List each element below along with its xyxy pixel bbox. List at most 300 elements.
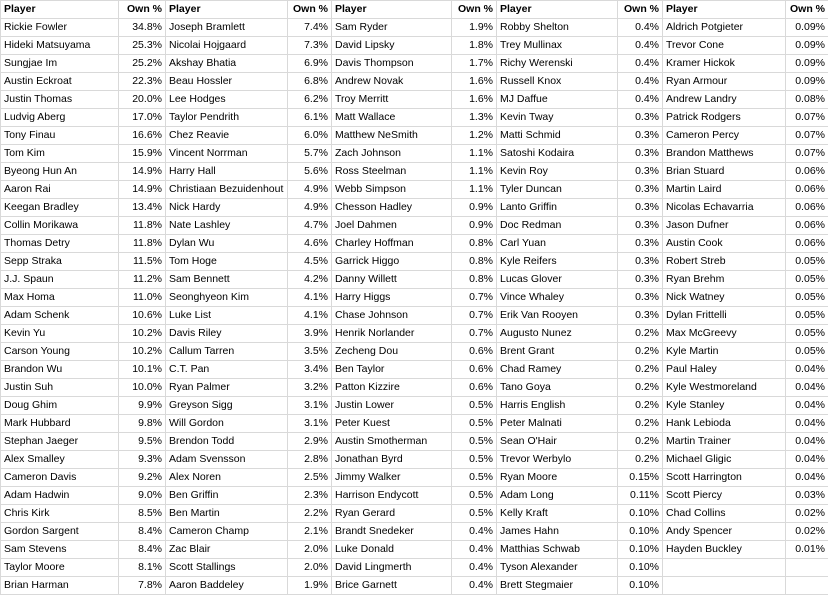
player-name-cell[interactable]: Collin Morikawa xyxy=(1,217,119,235)
own-pct-cell[interactable]: 0.9% xyxy=(452,217,497,235)
own-pct-cell[interactable]: 11.2% xyxy=(119,271,166,289)
own-pct-cell[interactable]: 8.5% xyxy=(119,505,166,523)
own-pct-cell[interactable]: 0.5% xyxy=(452,415,497,433)
own-pct-cell[interactable]: 0.4% xyxy=(618,37,663,55)
own-pct-cell[interactable]: 0.2% xyxy=(618,343,663,361)
player-name-cell[interactable]: Adam Schenk xyxy=(1,307,119,325)
player-name-cell[interactable]: Kyle Martin xyxy=(663,343,786,361)
player-name-cell[interactable]: Patton Kizzire xyxy=(332,379,452,397)
player-name-cell[interactable]: Seonghyeon Kim xyxy=(166,289,288,307)
player-name-cell[interactable]: Gordon Sargent xyxy=(1,523,119,541)
own-pct-cell[interactable]: 0.7% xyxy=(452,325,497,343)
player-name-cell[interactable]: Chad Collins xyxy=(663,505,786,523)
player-name-cell[interactable]: Justin Lower xyxy=(332,397,452,415)
own-pct-cell[interactable]: 0.2% xyxy=(618,361,663,379)
own-pct-cell[interactable]: 9.8% xyxy=(119,415,166,433)
own-pct-cell[interactable]: 2.9% xyxy=(288,433,332,451)
player-name-cell[interactable]: Zac Blair xyxy=(166,541,288,559)
own-pct-cell[interactable]: 0.09% xyxy=(786,55,828,73)
player-name-cell[interactable]: Scott Piercy xyxy=(663,487,786,505)
own-pct-cell[interactable]: 10.1% xyxy=(119,361,166,379)
own-pct-cell[interactable]: 22.3% xyxy=(119,73,166,91)
player-name-cell[interactable]: Sungjae Im xyxy=(1,55,119,73)
player-name-cell[interactable]: Peter Kuest xyxy=(332,415,452,433)
player-name-cell[interactable]: Keegan Bradley xyxy=(1,199,119,217)
own-pct-cell[interactable]: 0.02% xyxy=(786,523,828,541)
own-pct-cell[interactable]: 0.09% xyxy=(786,73,828,91)
player-name-cell[interactable]: Matti Schmid xyxy=(497,127,618,145)
own-pct-cell[interactable]: 1.6% xyxy=(452,91,497,109)
player-name-cell[interactable]: Brandon Matthews xyxy=(663,145,786,163)
player-name-cell[interactable]: Trevor Werbylo xyxy=(497,451,618,469)
own-pct-cell[interactable]: 14.9% xyxy=(119,181,166,199)
player-name-cell[interactable]: Justin Suh xyxy=(1,379,119,397)
own-pct-cell[interactable]: 0.2% xyxy=(618,325,663,343)
player-name-cell[interactable]: Matt Wallace xyxy=(332,109,452,127)
player-name-cell[interactable]: Justin Thomas xyxy=(1,91,119,109)
player-name-cell[interactable]: Ryan Brehm xyxy=(663,271,786,289)
player-name-cell[interactable]: Ryan Armour xyxy=(663,73,786,91)
own-pct-cell[interactable]: 0.10% xyxy=(618,559,663,577)
column-header-own-pct[interactable]: Own % xyxy=(452,1,497,19)
player-name-cell[interactable]: Alex Smalley xyxy=(1,451,119,469)
player-name-cell[interactable]: Austin Eckroat xyxy=(1,73,119,91)
own-pct-cell[interactable]: 6.0% xyxy=(288,127,332,145)
player-name-cell[interactable]: Taylor Moore xyxy=(1,559,119,577)
player-name-cell[interactable]: Troy Merritt xyxy=(332,91,452,109)
own-pct-cell[interactable]: 1.7% xyxy=(452,55,497,73)
own-pct-cell[interactable]: 1.8% xyxy=(452,37,497,55)
own-pct-cell[interactable]: 0.01% xyxy=(786,541,828,559)
column-header-own-pct[interactable]: Own % xyxy=(288,1,332,19)
player-name-cell[interactable]: Lanto Griffin xyxy=(497,199,618,217)
player-name-cell[interactable]: Sepp Straka xyxy=(1,253,119,271)
player-name-cell[interactable]: Matthew NeSmith xyxy=(332,127,452,145)
own-pct-cell[interactable]: 17.0% xyxy=(119,109,166,127)
column-header-player[interactable]: Player xyxy=(663,1,786,19)
own-pct-cell[interactable]: 14.9% xyxy=(119,163,166,181)
own-pct-cell[interactable]: 1.6% xyxy=(452,73,497,91)
player-name-cell[interactable]: Vince Whaley xyxy=(497,289,618,307)
own-pct-cell[interactable]: 11.0% xyxy=(119,289,166,307)
player-name-cell[interactable]: Kyle Reifers xyxy=(497,253,618,271)
player-name-cell[interactable]: Erik Van Rooyen xyxy=(497,307,618,325)
player-name-cell[interactable]: Andrew Landry xyxy=(663,91,786,109)
own-pct-cell[interactable]: 9.2% xyxy=(119,469,166,487)
player-name-cell[interactable]: Martin Laird xyxy=(663,181,786,199)
player-name-cell[interactable]: Lee Hodges xyxy=(166,91,288,109)
own-pct-cell[interactable]: 0.06% xyxy=(786,181,828,199)
own-pct-cell[interactable]: 0.5% xyxy=(452,451,497,469)
player-name-cell[interactable]: Tano Goya xyxy=(497,379,618,397)
own-pct-cell[interactable]: 4.6% xyxy=(288,235,332,253)
own-pct-cell[interactable]: 3.5% xyxy=(288,343,332,361)
player-name-cell[interactable]: Chesson Hadley xyxy=(332,199,452,217)
own-pct-cell[interactable]: 0.3% xyxy=(618,181,663,199)
player-name-cell[interactable]: Harris English xyxy=(497,397,618,415)
own-pct-cell[interactable]: 9.9% xyxy=(119,397,166,415)
column-header-player[interactable]: Player xyxy=(332,1,452,19)
own-pct-cell[interactable]: 6.2% xyxy=(288,91,332,109)
own-pct-cell[interactable]: 0.2% xyxy=(618,379,663,397)
own-pct-cell[interactable]: 0.7% xyxy=(452,289,497,307)
own-pct-cell[interactable]: 0.03% xyxy=(786,487,828,505)
player-name-cell[interactable] xyxy=(663,577,786,595)
player-name-cell[interactable]: Tyler Duncan xyxy=(497,181,618,199)
own-pct-cell[interactable]: 16.6% xyxy=(119,127,166,145)
player-name-cell[interactable]: Nate Lashley xyxy=(166,217,288,235)
player-name-cell[interactable]: Satoshi Kodaira xyxy=(497,145,618,163)
player-name-cell[interactable]: C.T. Pan xyxy=(166,361,288,379)
player-name-cell[interactable]: Paul Haley xyxy=(663,361,786,379)
column-header-own-pct[interactable]: Own % xyxy=(618,1,663,19)
own-pct-cell[interactable]: 0.3% xyxy=(618,235,663,253)
own-pct-cell[interactable]: 1.1% xyxy=(452,181,497,199)
own-pct-cell[interactable]: 11.5% xyxy=(119,253,166,271)
player-name-cell[interactable]: Greyson Sigg xyxy=(166,397,288,415)
player-name-cell[interactable]: Beau Hossler xyxy=(166,73,288,91)
player-name-cell[interactable]: Tyson Alexander xyxy=(497,559,618,577)
player-name-cell[interactable]: Zecheng Dou xyxy=(332,343,452,361)
own-pct-cell[interactable]: 0.5% xyxy=(452,505,497,523)
own-pct-cell[interactable]: 20.0% xyxy=(119,91,166,109)
player-name-cell[interactable]: Luke List xyxy=(166,307,288,325)
own-pct-cell[interactable]: 0.4% xyxy=(618,91,663,109)
column-header-player[interactable]: Player xyxy=(166,1,288,19)
own-pct-cell[interactable]: 25.2% xyxy=(119,55,166,73)
own-pct-cell[interactable]: 9.0% xyxy=(119,487,166,505)
player-name-cell[interactable]: Brian Stuard xyxy=(663,163,786,181)
own-pct-cell[interactable] xyxy=(786,559,828,577)
player-name-cell[interactable]: Tom Kim xyxy=(1,145,119,163)
own-pct-cell[interactable]: 10.2% xyxy=(119,343,166,361)
player-name-cell[interactable]: Austin Cook xyxy=(663,235,786,253)
player-name-cell[interactable]: Joseph Bramlett xyxy=(166,19,288,37)
own-pct-cell[interactable]: 0.3% xyxy=(618,217,663,235)
own-pct-cell[interactable]: 0.5% xyxy=(452,487,497,505)
own-pct-cell[interactable]: 10.0% xyxy=(119,379,166,397)
own-pct-cell[interactable]: 15.9% xyxy=(119,145,166,163)
player-name-cell[interactable]: Cameron Champ xyxy=(166,523,288,541)
own-pct-cell[interactable]: 0.5% xyxy=(452,469,497,487)
own-pct-cell[interactable]: 3.1% xyxy=(288,415,332,433)
own-pct-cell[interactable]: 9.5% xyxy=(119,433,166,451)
own-pct-cell[interactable]: 0.7% xyxy=(452,307,497,325)
own-pct-cell[interactable]: 0.06% xyxy=(786,235,828,253)
player-name-cell[interactable]: Adam Hadwin xyxy=(1,487,119,505)
player-name-cell[interactable]: Jason Dufner xyxy=(663,217,786,235)
player-name-cell[interactable]: Akshay Bhatia xyxy=(166,55,288,73)
player-name-cell[interactable]: Aaron Rai xyxy=(1,181,119,199)
player-name-cell[interactable]: Stephan Jaeger xyxy=(1,433,119,451)
player-name-cell[interactable]: Ludvig Aberg xyxy=(1,109,119,127)
player-name-cell[interactable]: Scott Harrington xyxy=(663,469,786,487)
own-pct-cell[interactable]: 0.06% xyxy=(786,163,828,181)
own-pct-cell[interactable]: 3.1% xyxy=(288,397,332,415)
player-name-cell[interactable]: Kramer Hickok xyxy=(663,55,786,73)
player-name-cell[interactable]: Trevor Cone xyxy=(663,37,786,55)
own-pct-cell[interactable]: 0.3% xyxy=(618,199,663,217)
player-name-cell[interactable]: Martin Trainer xyxy=(663,433,786,451)
column-header-own-pct[interactable]: Own % xyxy=(119,1,166,19)
player-name-cell[interactable]: Ross Steelman xyxy=(332,163,452,181)
own-pct-cell[interactable]: 2.8% xyxy=(288,451,332,469)
own-pct-cell[interactable]: 0.11% xyxy=(618,487,663,505)
own-pct-cell[interactable]: 1.2% xyxy=(452,127,497,145)
player-name-cell[interactable]: Callum Tarren xyxy=(166,343,288,361)
own-pct-cell[interactable]: 8.4% xyxy=(119,523,166,541)
player-name-cell[interactable]: Alex Noren xyxy=(166,469,288,487)
player-name-cell[interactable]: Nicolas Echavarria xyxy=(663,199,786,217)
player-name-cell[interactable]: Hayden Buckley xyxy=(663,541,786,559)
own-pct-cell[interactable]: 0.06% xyxy=(786,217,828,235)
player-name-cell[interactable]: Ben Martin xyxy=(166,505,288,523)
own-pct-cell[interactable]: 4.5% xyxy=(288,253,332,271)
player-name-cell[interactable]: Sam Bennett xyxy=(166,271,288,289)
own-pct-cell[interactable]: 0.04% xyxy=(786,469,828,487)
player-name-cell[interactable]: Nick Watney xyxy=(663,289,786,307)
player-name-cell[interactable]: Henrik Norlander xyxy=(332,325,452,343)
own-pct-cell[interactable]: 4.2% xyxy=(288,271,332,289)
player-name-cell[interactable]: Davis Thompson xyxy=(332,55,452,73)
own-pct-cell[interactable]: 5.7% xyxy=(288,145,332,163)
own-pct-cell[interactable]: 0.06% xyxy=(786,199,828,217)
own-pct-cell[interactable]: 0.2% xyxy=(618,415,663,433)
player-name-cell[interactable]: Mark Hubbard xyxy=(1,415,119,433)
own-pct-cell[interactable]: 4.1% xyxy=(288,307,332,325)
own-pct-cell[interactable]: 6.8% xyxy=(288,73,332,91)
player-name-cell[interactable]: Harry Hall xyxy=(166,163,288,181)
own-pct-cell[interactable]: 0.8% xyxy=(452,271,497,289)
own-pct-cell[interactable]: 2.2% xyxy=(288,505,332,523)
own-pct-cell[interactable]: 9.3% xyxy=(119,451,166,469)
player-name-cell[interactable]: Byeong Hun An xyxy=(1,163,119,181)
own-pct-cell[interactable]: 0.10% xyxy=(618,523,663,541)
own-pct-cell[interactable]: 0.3% xyxy=(618,271,663,289)
column-header-own-pct[interactable]: Own % xyxy=(786,1,828,19)
own-pct-cell[interactable]: 0.04% xyxy=(786,451,828,469)
own-pct-cell[interactable]: 0.05% xyxy=(786,271,828,289)
player-name-cell[interactable]: Garrick Higgo xyxy=(332,253,452,271)
player-name-cell[interactable]: Jimmy Walker xyxy=(332,469,452,487)
own-pct-cell[interactable]: 0.8% xyxy=(452,235,497,253)
player-name-cell[interactable]: Matthias Schwab xyxy=(497,541,618,559)
player-name-cell[interactable]: Peter Malnati xyxy=(497,415,618,433)
own-pct-cell[interactable]: 6.9% xyxy=(288,55,332,73)
own-pct-cell[interactable]: 3.9% xyxy=(288,325,332,343)
own-pct-cell[interactable]: 10.2% xyxy=(119,325,166,343)
player-name-cell[interactable]: Harrison Endycott xyxy=(332,487,452,505)
own-pct-cell[interactable]: 0.05% xyxy=(786,289,828,307)
player-name-cell[interactable]: Adam Long xyxy=(497,487,618,505)
own-pct-cell[interactable]: 0.6% xyxy=(452,343,497,361)
own-pct-cell[interactable]: 0.08% xyxy=(786,91,828,109)
own-pct-cell[interactable]: 0.04% xyxy=(786,433,828,451)
player-name-cell[interactable]: Tony Finau xyxy=(1,127,119,145)
player-name-cell[interactable]: Adam Svensson xyxy=(166,451,288,469)
player-name-cell[interactable]: David Lingmerth xyxy=(332,559,452,577)
player-name-cell[interactable]: Carson Young xyxy=(1,343,119,361)
own-pct-cell[interactable]: 0.04% xyxy=(786,379,828,397)
player-name-cell[interactable] xyxy=(663,559,786,577)
own-pct-cell[interactable]: 2.5% xyxy=(288,469,332,487)
player-name-cell[interactable]: Charley Hoffman xyxy=(332,235,452,253)
own-pct-cell[interactable]: 8.1% xyxy=(119,559,166,577)
player-name-cell[interactable]: Austin Smotherman xyxy=(332,433,452,451)
player-name-cell[interactable]: Michael Gligic xyxy=(663,451,786,469)
own-pct-cell[interactable]: 0.3% xyxy=(618,289,663,307)
own-pct-cell[interactable]: 34.8% xyxy=(119,19,166,37)
own-pct-cell[interactable]: 0.15% xyxy=(618,469,663,487)
player-name-cell[interactable]: Sean O'Hair xyxy=(497,433,618,451)
player-name-cell[interactable]: Kelly Kraft xyxy=(497,505,618,523)
player-name-cell[interactable]: Hideki Matsuyama xyxy=(1,37,119,55)
player-name-cell[interactable]: Nicolai Hojgaard xyxy=(166,37,288,55)
own-pct-cell[interactable]: 1.9% xyxy=(452,19,497,37)
own-pct-cell[interactable]: 10.6% xyxy=(119,307,166,325)
player-name-cell[interactable]: Max Homa xyxy=(1,289,119,307)
own-pct-cell[interactable]: 4.9% xyxy=(288,181,332,199)
player-name-cell[interactable]: Ryan Moore xyxy=(497,469,618,487)
player-name-cell[interactable]: Patrick Rodgers xyxy=(663,109,786,127)
player-name-cell[interactable]: Sam Ryder xyxy=(332,19,452,37)
player-name-cell[interactable]: J.J. Spaun xyxy=(1,271,119,289)
own-pct-cell[interactable]: 25.3% xyxy=(119,37,166,55)
own-pct-cell[interactable]: 0.02% xyxy=(786,505,828,523)
player-name-cell[interactable]: Robby Shelton xyxy=(497,19,618,37)
column-header-player[interactable]: Player xyxy=(1,1,119,19)
player-name-cell[interactable]: Joel Dahmen xyxy=(332,217,452,235)
player-name-cell[interactable]: Russell Knox xyxy=(497,73,618,91)
player-name-cell[interactable]: Brent Grant xyxy=(497,343,618,361)
own-pct-cell[interactable]: 1.3% xyxy=(452,109,497,127)
player-name-cell[interactable]: Doc Redman xyxy=(497,217,618,235)
own-pct-cell[interactable]: 0.10% xyxy=(618,541,663,559)
own-pct-cell[interactable]: 11.8% xyxy=(119,235,166,253)
own-pct-cell[interactable]: 0.07% xyxy=(786,145,828,163)
player-name-cell[interactable]: Lucas Glover xyxy=(497,271,618,289)
own-pct-cell[interactable]: 0.2% xyxy=(618,397,663,415)
own-pct-cell[interactable]: 3.4% xyxy=(288,361,332,379)
player-name-cell[interactable]: Doug Ghim xyxy=(1,397,119,415)
own-pct-cell[interactable]: 2.0% xyxy=(288,559,332,577)
own-pct-cell[interactable]: 0.2% xyxy=(618,451,663,469)
player-name-cell[interactable]: Aldrich Potgieter xyxy=(663,19,786,37)
player-name-cell[interactable]: Kyle Stanley xyxy=(663,397,786,415)
player-name-cell[interactable]: Trey Mullinax xyxy=(497,37,618,55)
own-pct-cell[interactable]: 0.05% xyxy=(786,307,828,325)
own-pct-cell[interactable]: 11.8% xyxy=(119,217,166,235)
own-pct-cell[interactable]: 0.10% xyxy=(618,505,663,523)
player-name-cell[interactable]: Taylor Pendrith xyxy=(166,109,288,127)
own-pct-cell[interactable]: 1.1% xyxy=(452,163,497,181)
player-name-cell[interactable]: Aaron Baddeley xyxy=(166,577,288,595)
own-pct-cell[interactable]: 0.5% xyxy=(452,433,497,451)
player-name-cell[interactable]: Tom Hoge xyxy=(166,253,288,271)
player-name-cell[interactable]: Ben Taylor xyxy=(332,361,452,379)
player-name-cell[interactable]: Richy Werenski xyxy=(497,55,618,73)
own-pct-cell[interactable]: 0.4% xyxy=(452,523,497,541)
own-pct-cell[interactable]: 1.1% xyxy=(452,145,497,163)
own-pct-cell[interactable]: 7.3% xyxy=(288,37,332,55)
player-name-cell[interactable]: Andy Spencer xyxy=(663,523,786,541)
own-pct-cell[interactable]: 0.4% xyxy=(452,541,497,559)
player-name-cell[interactable]: James Hahn xyxy=(497,523,618,541)
own-pct-cell[interactable]: 13.4% xyxy=(119,199,166,217)
own-pct-cell[interactable]: 0.3% xyxy=(618,253,663,271)
own-pct-cell[interactable]: 0.4% xyxy=(618,55,663,73)
own-pct-cell[interactable] xyxy=(786,577,828,595)
player-name-cell[interactable]: Sam Stevens xyxy=(1,541,119,559)
player-name-cell[interactable]: Chris Kirk xyxy=(1,505,119,523)
own-pct-cell[interactable]: 2.3% xyxy=(288,487,332,505)
own-pct-cell[interactable]: 0.07% xyxy=(786,127,828,145)
own-pct-cell[interactable]: 2.1% xyxy=(288,523,332,541)
own-pct-cell[interactable]: 0.04% xyxy=(786,361,828,379)
own-pct-cell[interactable]: 0.09% xyxy=(786,37,828,55)
player-name-cell[interactable]: Christiaan Bezuidenhout xyxy=(166,181,288,199)
own-pct-cell[interactable]: 0.4% xyxy=(452,577,497,595)
player-name-cell[interactable]: Augusto Nunez xyxy=(497,325,618,343)
player-name-cell[interactable]: Harry Higgs xyxy=(332,289,452,307)
own-pct-cell[interactable]: 0.9% xyxy=(452,199,497,217)
player-name-cell[interactable]: Brendon Todd xyxy=(166,433,288,451)
player-name-cell[interactable]: Cameron Davis xyxy=(1,469,119,487)
player-name-cell[interactable]: Brice Garnett xyxy=(332,577,452,595)
own-pct-cell[interactable]: 1.9% xyxy=(288,577,332,595)
own-pct-cell[interactable]: 0.09% xyxy=(786,19,828,37)
own-pct-cell[interactable]: 4.7% xyxy=(288,217,332,235)
player-name-cell[interactable]: Jonathan Byrd xyxy=(332,451,452,469)
player-name-cell[interactable]: Dylan Wu xyxy=(166,235,288,253)
player-name-cell[interactable]: Dylan Frittelli xyxy=(663,307,786,325)
own-pct-cell[interactable]: 7.4% xyxy=(288,19,332,37)
player-name-cell[interactable]: Chez Reavie xyxy=(166,127,288,145)
player-name-cell[interactable]: Ryan Palmer xyxy=(166,379,288,397)
own-pct-cell[interactable]: 4.1% xyxy=(288,289,332,307)
own-pct-cell[interactable]: 0.3% xyxy=(618,109,663,127)
own-pct-cell[interactable]: 0.3% xyxy=(618,307,663,325)
player-name-cell[interactable]: Ben Griffin xyxy=(166,487,288,505)
player-name-cell[interactable]: Kevin Roy xyxy=(497,163,618,181)
own-pct-cell[interactable]: 0.10% xyxy=(618,577,663,595)
own-pct-cell[interactable]: 0.5% xyxy=(452,397,497,415)
player-name-cell[interactable]: Danny Willett xyxy=(332,271,452,289)
player-name-cell[interactable]: Brandon Wu xyxy=(1,361,119,379)
own-pct-cell[interactable]: 0.6% xyxy=(452,361,497,379)
own-pct-cell[interactable]: 0.05% xyxy=(786,253,828,271)
own-pct-cell[interactable]: 0.3% xyxy=(618,127,663,145)
player-name-cell[interactable]: Carl Yuan xyxy=(497,235,618,253)
player-name-cell[interactable]: Scott Stallings xyxy=(166,559,288,577)
own-pct-cell[interactable]: 3.2% xyxy=(288,379,332,397)
player-name-cell[interactable]: Kevin Tway xyxy=(497,109,618,127)
player-name-cell[interactable]: Andrew Novak xyxy=(332,73,452,91)
own-pct-cell[interactable]: 0.4% xyxy=(618,73,663,91)
player-name-cell[interactable]: Hank Lebioda xyxy=(663,415,786,433)
player-name-cell[interactable]: David Lipsky xyxy=(332,37,452,55)
own-pct-cell[interactable]: 0.6% xyxy=(452,379,497,397)
player-name-cell[interactable]: Ryan Gerard xyxy=(332,505,452,523)
own-pct-cell[interactable]: 0.3% xyxy=(618,163,663,181)
own-pct-cell[interactable]: 0.8% xyxy=(452,253,497,271)
player-name-cell[interactable]: Chase Johnson xyxy=(332,307,452,325)
player-name-cell[interactable]: Rickie Fowler xyxy=(1,19,119,37)
own-pct-cell[interactable]: 0.04% xyxy=(786,397,828,415)
own-pct-cell[interactable]: 2.0% xyxy=(288,541,332,559)
player-name-cell[interactable]: MJ Daffue xyxy=(497,91,618,109)
own-pct-cell[interactable]: 8.4% xyxy=(119,541,166,559)
